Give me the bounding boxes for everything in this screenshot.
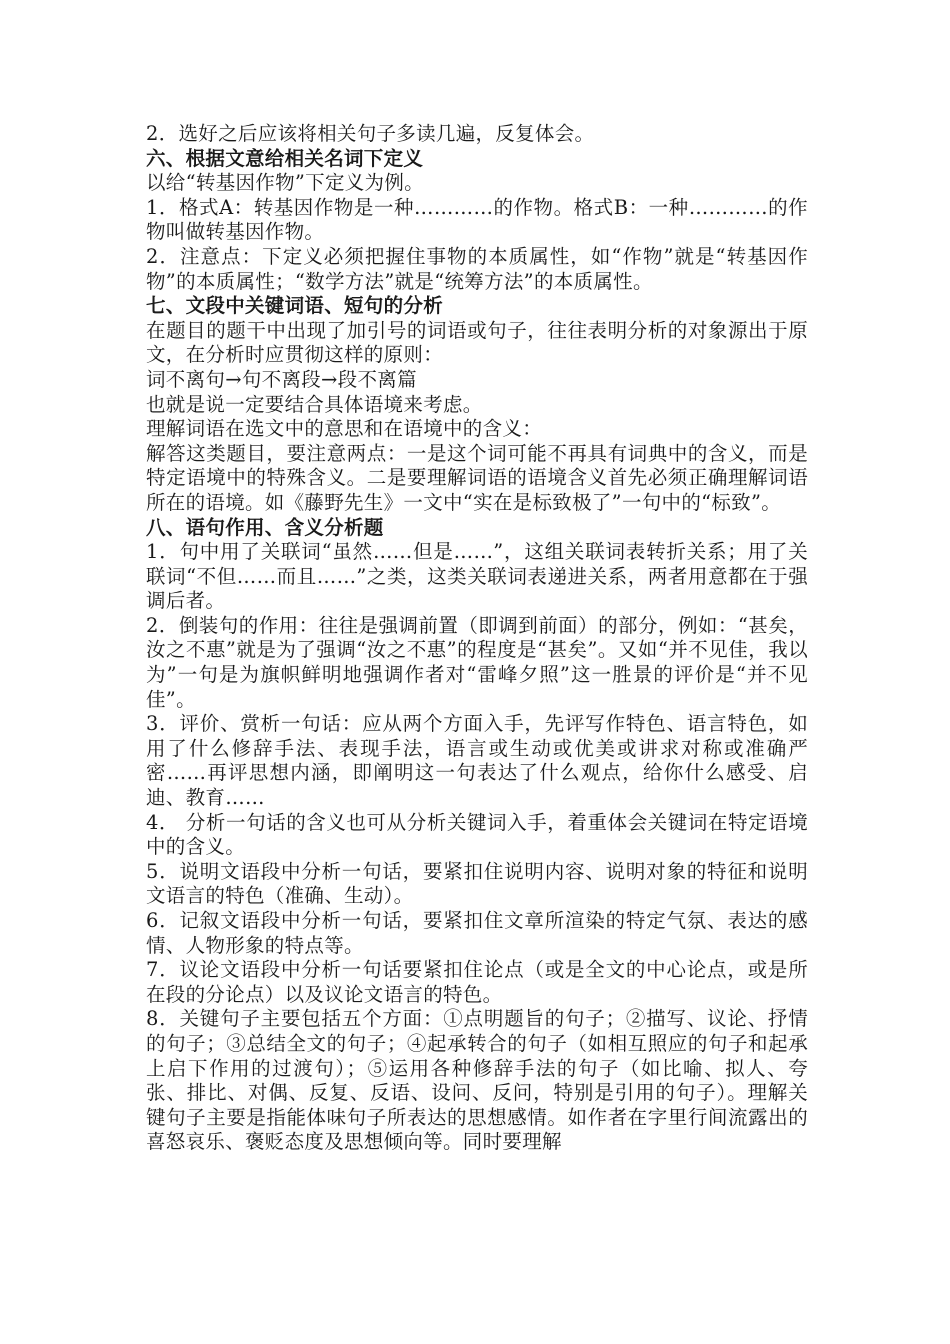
paragraph: 1．句中用了关联词“虽然……但是……”，这组关联词表转折关系；用了关联词“不但……而且……”之类，这类关联词表递进关系，两者用意都在于强调后者。	[146, 540, 808, 613]
paragraph: 2．选好之后应该将相关句子多读几遍，反复体会。	[146, 122, 595, 145]
section-heading: 八、语句作用、含义分析题	[146, 515, 384, 539]
paragraph: 解答这类题目，要注意两点：一是这个词可能不再具有词典中的含义，而是特定语境中的特殊含义。二是要理解词语的语境含义首先必须正确理解词语所在的语境。如《藤野先生》一文中“实在是标致极了”一句中的“标致”。	[146, 441, 808, 514]
section-heading: 七、文段中关键词语、短句的分析	[146, 294, 444, 318]
paragraph: 理解词语在选文中的意思和在语境中的含义：	[146, 417, 543, 441]
paragraph: 8．关键句子主要包括五个方面：①点明题旨的句子；②描写、议论、抒情的句子；③总结全文的句子；④起承转合的句子（如相互照应的句子和起承上启下作用的过渡句）；⑤运用各种修辞手法的句子（如比喻、拟人、夸张、排比、对偶、反复、反语、设问、反问，特别是引用的句子）。理解关键句子主要是指能体味句子所表达的思想感情。如作者在字里行间流露出的喜怒哀乐、褒贬态度及思想倾向等。同时要理解	[146, 1007, 808, 1154]
paragraph: 以给“转基因作物”下定义为例。	[146, 171, 424, 195]
paragraph: 也就是说一定要结合具体语境来考虑。	[146, 392, 483, 416]
paragraph: 1．格式A：转基因作物是一种…………的作物。格式B：一种…………的作物叫做转基因作物。	[146, 195, 808, 244]
paragraph: 4． 分析一句话的含义也可从分析关键词入手，着重体会关键词在特定语境中的含义。	[146, 810, 808, 859]
document-page	[146, 122, 808, 1155]
paragraph: 2．倒装句的作用：往往是强调前置（即调到前面）的部分，例如：“甚矣，汝之不惠”就是为了强调“汝之不惠”的程度是“甚矣”。又如“并不见佳，我以为”一句是为旗帜鲜明地强调作者对“雷峰夕照”这一胜景的评价是“并不见佳”。	[146, 613, 808, 711]
paragraph: 7．议论文语段中分析一句话要紧扣住论点（或是全文的中心论点，或是所在段的分论点）以及议论文语言的特色。	[146, 958, 808, 1006]
paragraph: 3．评价、赏析一句话：应从两个方面入手，先评写作特色、语言特色，如用了什么修辞手法、表现手法，语言或生动或优美或讲求对称或准确严密……再评思想内涵，即阐明这一句表达了什么观点，给你什么感受、启迪、教育……	[146, 712, 808, 810]
paragraph: 5．说明文语段中分析一句话，要紧扣住说明内容、说明对象的特征和说明文语言的特色（准确、生动）。	[146, 859, 808, 908]
paragraph: 6．记叙文语段中分析一句话，要紧扣住文章所渲染的特定气氛、表达的感情、人物形象的特点等。	[146, 909, 808, 957]
paragraph: 在题目的题干中出现了加引号的词语或句子，往往表明分析的对象源出于原文，在分析时应贯彻这样的原则：	[146, 318, 808, 367]
paragraph: 2．注意点：下定义必须把握住事物的本质属性，如“作物”就是“转基因作物”的本质属性；“数学方法”就是“统筹方法”的本质属性。	[146, 244, 808, 293]
paragraph: 词不离句→句不离段→段不离篇	[146, 367, 417, 391]
section-heading: 六、根据文意给相关名词下定义	[146, 146, 424, 170]
